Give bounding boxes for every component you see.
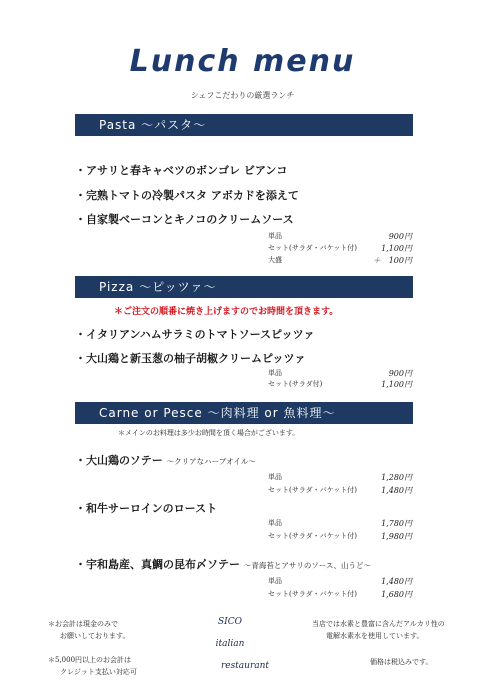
brand-italian: italian	[215, 639, 245, 649]
price-label: 単品	[268, 519, 282, 527]
menu-item: ・完熟トマトの冷製パスタ アボカドを添えて	[75, 189, 299, 202]
brand-name: SICO	[218, 617, 242, 627]
price-value: 1,480円	[381, 486, 412, 495]
price-label: 単品	[268, 473, 282, 481]
menu-item: ・大山鶏と新玉葱の柚子胡椒クリームピッツァ	[75, 352, 306, 365]
price-label: セット(サラダ・バケット付)	[268, 486, 358, 494]
menu-item: ・アサリと春キャベツのボンゴレ ビアンコ	[75, 164, 288, 177]
footer-credit-note: クレジット支払い対応可	[60, 668, 137, 676]
menu-item	[75, 500, 217, 516]
footer-credit-note: ＊5,000円以上のお会計は	[48, 656, 132, 664]
price-label: セット(サラダ付)	[268, 380, 323, 388]
page-title: Lunch menu	[129, 44, 356, 79]
price-value: 1,980円	[381, 532, 412, 541]
carne-banner	[75, 402, 413, 424]
footer-tax-note: 価格は税込みです。	[370, 658, 433, 666]
menu-item-name: ・和牛サーロインのロースト	[75, 502, 218, 515]
menu-item: ・イタリアンハムサラミのトマトソースピッツァ	[75, 328, 315, 341]
footer-water-note: 電解水素水を使用しています。	[326, 632, 424, 640]
price-value: 1,780円	[381, 519, 412, 528]
carne-note: ＊メインのお料理は多少お時間を頂く場合がございます。	[118, 429, 300, 437]
price-value: ＋ 100円	[372, 256, 412, 265]
menu-item-name: ・大山鶏のソテー	[75, 454, 163, 467]
price-value: 900円	[388, 232, 412, 241]
footer-payment-note: お願いしております。	[60, 632, 130, 640]
price-label: セット(サラダ・バケット付)	[268, 244, 358, 252]
pizza-notice: ＊ご注文の順番に焼き上げますのでお時間を頂きます。	[114, 307, 339, 317]
pasta-banner-label: Pasta 〜パスタ〜	[99, 118, 207, 132]
page-subtitle: シェフこだわりの厳選ランチ	[190, 91, 295, 100]
pasta-banner	[75, 114, 413, 136]
price-label: セット(サラダ・バケット付)	[268, 532, 358, 540]
price-label: セット(サラダ・バケット付)	[268, 590, 358, 598]
price-value: 1,100円	[381, 380, 412, 389]
menu-item-name: ・宇和島産、真鯛の昆布〆ソテー	[75, 558, 240, 571]
footer-water-note: 当店では水素と豊富に含んだアルカリ性の	[312, 620, 445, 628]
carne-banner-label: Carne or Pesce 〜肉料理 or 魚料理〜	[99, 406, 336, 420]
price-label: 大盛	[268, 256, 282, 264]
price-label: 単品	[268, 232, 282, 240]
price-value: 900円	[388, 369, 412, 378]
price-value: 1,280円	[381, 473, 412, 482]
price-label: 単品	[268, 577, 282, 585]
menu-item	[75, 556, 371, 572]
price-value: 1,100円	[381, 244, 412, 253]
footer-payment-note: ＊お会計は現金のみで	[48, 620, 118, 628]
price-label: 単品	[268, 369, 282, 377]
menu-item: ・自家製ベーコンとキノコのクリームソース	[75, 213, 294, 226]
pizza-banner-label: Pizza 〜ピッツァ〜	[99, 280, 217, 294]
menu-item-sub: 〜青海苔とアサリのソース、山うど〜	[243, 561, 372, 570]
menu-item	[75, 452, 256, 468]
price-value: 1,480円	[381, 577, 412, 586]
pizza-banner	[75, 276, 413, 298]
price-value: 1,680円	[381, 590, 412, 599]
menu-item-sub: 〜クリアなハーブオイル〜	[166, 457, 256, 466]
brand-restaurant: restaurant	[220, 661, 270, 671]
